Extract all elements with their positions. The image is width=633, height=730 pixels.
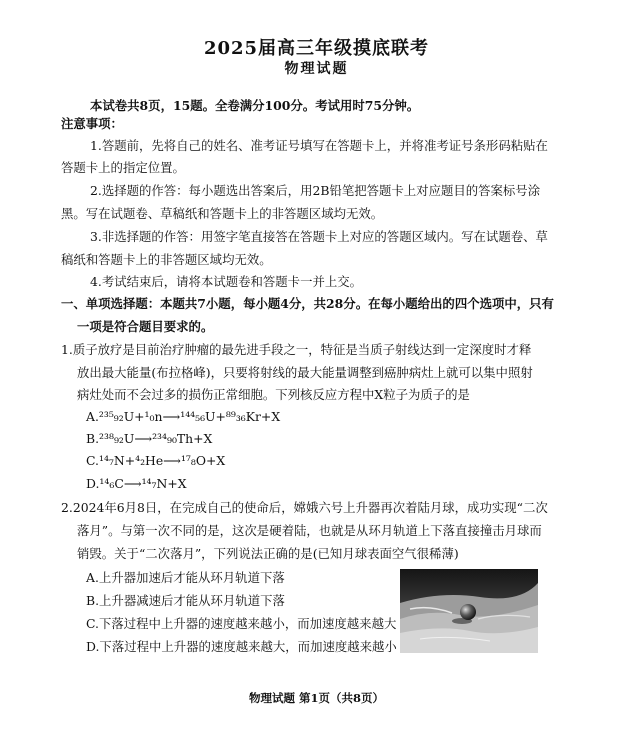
q1-stem-line: 1.质子放疗是目前治疗肿瘤的最先进手段之一，特征是当质子射线达到一定深度时才释 bbox=[61, 342, 532, 357]
section-heading: 一、单项选择题：本题共7小题，每小题4分，共28分。在每小题给出的四个选项中，只有 bbox=[61, 296, 554, 311]
q2-stem-line: 落月”。与第一次不同的是，这次是硬着陆，也就是从环月轨道上下落直接撞击月球而 bbox=[77, 523, 542, 538]
notice-heading: 注意事项： bbox=[61, 116, 123, 131]
q2-stem-line: 2.2024年6月8日，在完成自己的使命后，嫦娥六号上升器再次着陆月球，成功实现“二次 bbox=[61, 500, 548, 515]
q2-option-d: D.下落过程中上升器的速度越来越大，而加速度越来越小 bbox=[86, 639, 397, 654]
lunar-surface-image bbox=[400, 569, 538, 653]
notice-line: 稿纸和答题卡上的非答题区域均无效。 bbox=[61, 252, 272, 267]
exam-title: 2025届高三年级摸底联考 bbox=[203, 38, 430, 59]
lunar-lander-photo bbox=[400, 569, 538, 653]
q1-option-b: B.²³⁸₉₂U⟶²³⁴₉₀Th+X bbox=[86, 431, 213, 446]
q2-option-a: A.上升器加速后才能从环月轨道下落 bbox=[86, 570, 285, 585]
notice-line: 4.考试结束后，请将本试题卷和答题卡一并上交。 bbox=[90, 274, 363, 289]
q1-option-c: C.¹⁴₇N+⁴₂He⟶¹⁷₈O+X bbox=[86, 453, 226, 468]
q1-stem-line: 病灶处而不会过多的损伤正常细胞。下列核反应方程中X粒子为质子的是 bbox=[77, 387, 470, 402]
page-footer: 物理试题 第1页（共8页） bbox=[248, 691, 384, 705]
notice-line: 黑。写在试题卷、草稿纸和答题卡上的非答题区域均无效。 bbox=[61, 206, 384, 221]
q2-option-c: C.下落过程中上升器的速度越来越小，而加速度越来越大 bbox=[86, 616, 397, 631]
exam-subtitle: 物理试题 bbox=[284, 61, 349, 77]
q1-stem-line: 放出最大能量(布拉格峰)，只要将射线的最大能量调整到癌肿病灶上就可以集中照射 bbox=[77, 365, 533, 380]
q2-option-b: B.上升器减速后才能从环月轨道下落 bbox=[86, 593, 285, 608]
notice-line: 2.选择题的作答：每小题选出答案后，用2B铅笔把答题卡上对应题目的答案标号涂 bbox=[90, 183, 541, 198]
q1-option-d: D.¹⁴₆C⟶¹⁴₇N+X bbox=[86, 476, 187, 491]
q2-stem-line: 销毁。关于“二次落月”，下列说法正确的是(已知月球表面空气很稀薄) bbox=[77, 546, 459, 561]
q1-option-a: A.²³⁵₉₂U+¹₀n⟶¹⁴⁴₅₆U+⁸⁹₃₆Kr+X bbox=[86, 409, 281, 424]
notice-line: 答题卡上的指定位置。 bbox=[61, 160, 185, 175]
notice-line: 3.非选择题的作答：用签字笔直接答在答题卡上对应的答题区域内。写在试题卷、草 bbox=[90, 229, 548, 244]
notice-line: 1.答题前，先将自己的姓名、准考证号填写在答题卡上，并将准考证号条形码粘贴在 bbox=[90, 138, 548, 153]
section-heading-cont: 一项是符合题目要求的。 bbox=[77, 319, 214, 334]
exam-intro: 本试卷共8页，15题。全卷满分100分。考试用时75分钟。 bbox=[90, 98, 420, 113]
